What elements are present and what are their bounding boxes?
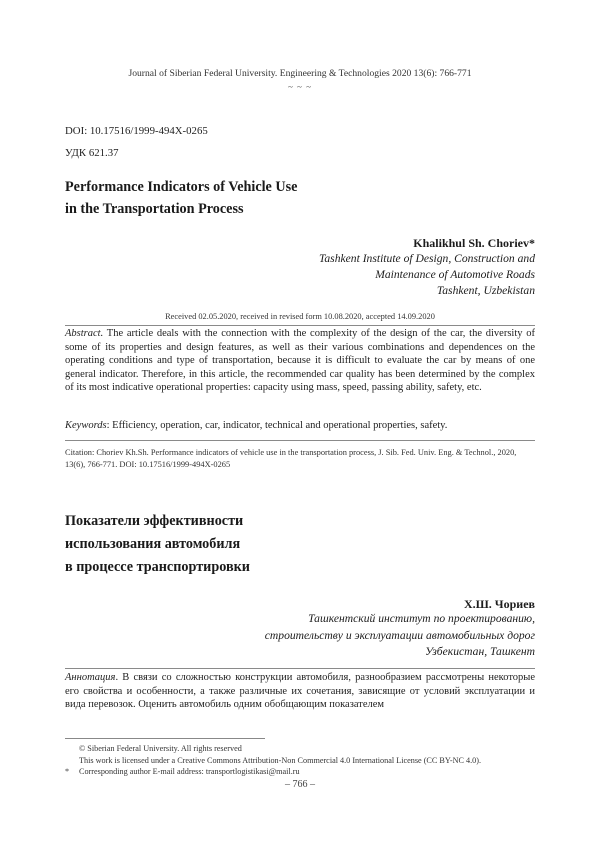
divider-citation	[65, 440, 535, 441]
divider-ru	[65, 668, 535, 669]
article-title-ru	[65, 510, 250, 579]
footnotes	[65, 743, 545, 778]
journal-header: Journal of Siberian Federal University. Engineering & Technologies 2020 13(6): 766-771	[128, 68, 472, 79]
ru-title-line-2: использования автомобиля	[65, 536, 241, 552]
ru-affiliation-line-3: Узбекистан, Ташкент	[425, 645, 535, 658]
asterisk-mark: *	[65, 767, 70, 777]
ru-title-line-1: Показатели эффективности	[65, 513, 244, 529]
ru-affiliation-line-1: Ташкентский институт по проектированию,	[308, 612, 535, 625]
keywords-en	[65, 419, 535, 433]
title-line-1: Performance Indicators of Vehicle Use	[65, 179, 298, 195]
affiliation-line-3: Tashkent, Uzbekistan	[436, 284, 535, 297]
affiliation-line-2: Maintenance of Automotive Roads	[375, 268, 535, 281]
page-number: – 766 –	[285, 779, 315, 790]
footnote-email: * Corresponding author E-mail address: transportlogistikasi@mail.ru	[65, 767, 300, 777]
footnote-license: This work is licensed under a Creative Commons Attribution-Non Commercial 4.0 International License (CC BY-NC 4.0).	[79, 755, 482, 765]
author-en: Khalikhul Sh. Choriev*	[413, 236, 535, 250]
title-line-2: in the Transportation Process	[65, 201, 244, 217]
keywords-text: : Efficiency, operation, car, indicator, technical and operational properties, safety.	[106, 420, 448, 431]
divider-top	[65, 325, 535, 326]
affiliation-ru	[265, 611, 535, 661]
ru-abstract-text: . В связи со сложностью конструкции автомобиля, разнообразием рассмотрены некоторые его свойства и особенности, а также различные их сочетания, зависящие от условий эксплуатации и вида перевозок. Оценить автомобиль одним обобщающим показателем	[65, 672, 535, 711]
citation: Citation: Choriev Kh.Sh. Performance indicators of vehicle use in the transportation process, J. Sib. Fed. Univ. Eng. & Technol., 2020, 13(6), 766-771. DOI: 10.17516/1999-494X-0265	[65, 448, 517, 469]
footnote-rule	[65, 738, 265, 739]
affiliation-en	[319, 251, 535, 299]
received-dates: Received 02.05.2020, received in revised form 10.08.2020, accepted 14.09.2020	[165, 312, 435, 321]
ru-abstract-label: Аннотация	[65, 672, 116, 683]
header-ornament: ~ ~ ~	[287, 82, 313, 92]
abstract-ru	[65, 671, 535, 712]
abstract-en	[65, 327, 535, 395]
author-ru: Х.Ш. Чориев	[463, 597, 535, 611]
doi: DOI: 10.17516/1999-494X-0265	[65, 125, 208, 137]
keywords-label: Keywords	[65, 420, 107, 431]
affiliation-line-1: Tashkent Institute of Design, Construction and	[319, 252, 535, 265]
footnote-copyright: © Siberian Federal University. All rights reserved	[79, 744, 242, 753]
article-title-en	[65, 176, 297, 220]
ru-affiliation-line-2: строительству и эксплуатации автомобильных дорог	[264, 628, 535, 642]
ru-title-line-3: в процессе транспортировки	[65, 559, 250, 575]
udk: УДК 621.37	[65, 147, 119, 159]
abstract-label: Abstract.	[65, 328, 104, 339]
abstract-text: The article deals with the connection with the complexity of the design of the car, the diversity of some of its properties and design features, as well as their various combinations and dependences on the operating conditions and type of transportation, because it is difficult to evaluate the car by means of one general indicator. Therefore, in this article, the recommended car quality has been determined by the complex of its most indicative operational properties: capacity using mass, speed, passing ability, safety, etc.	[65, 328, 535, 394]
